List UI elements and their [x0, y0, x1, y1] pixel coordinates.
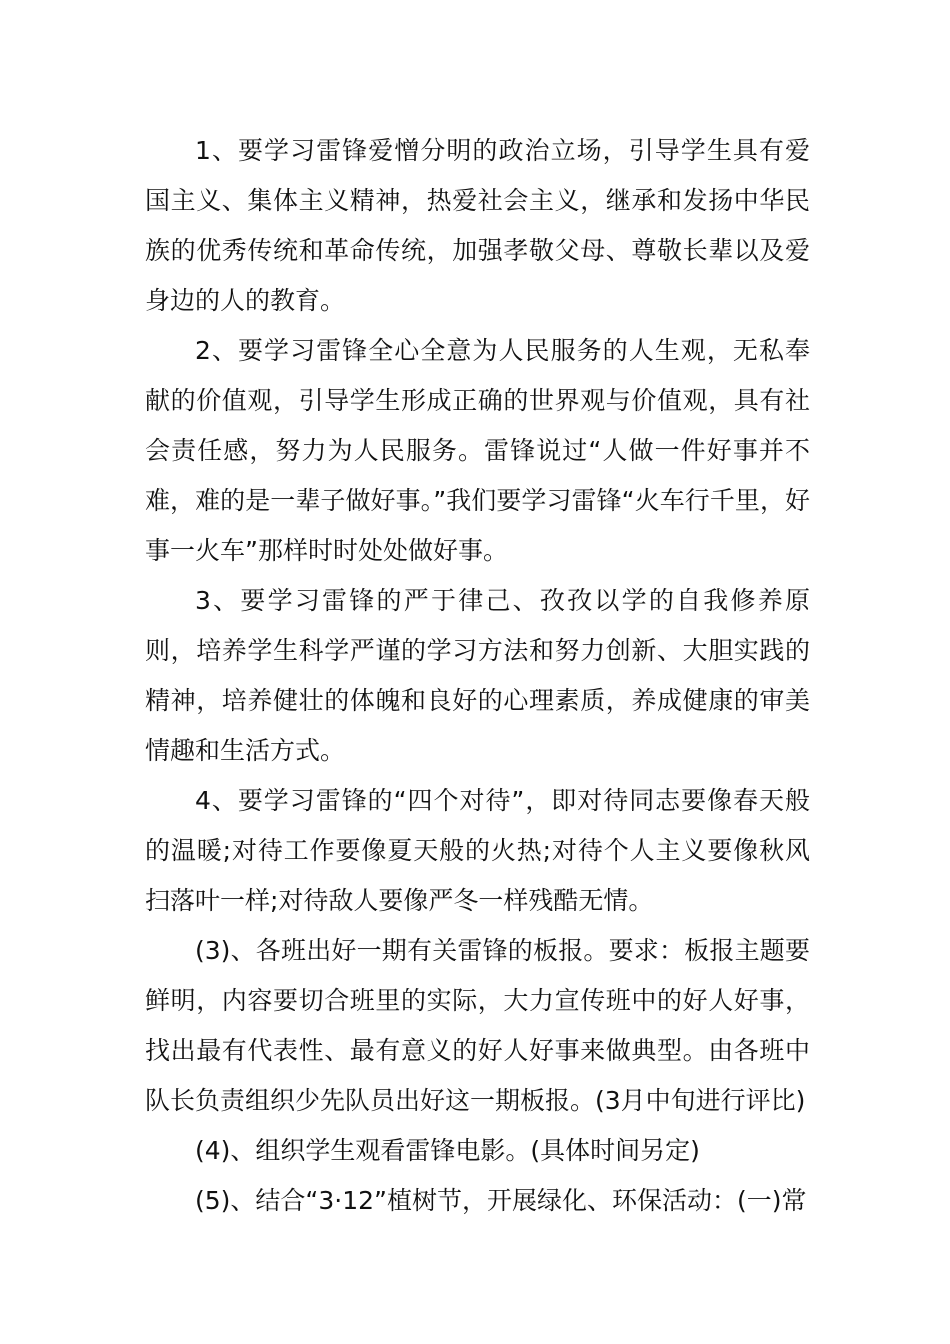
paragraph-6: (4)、组织学生观看雷锋电影。(具体时间另定)	[195, 1136, 700, 1165]
paragraph-3: 3、要学习雷锋的严于律己、孜孜以学的自我修养原则，培养学生科学严谨的学习方法和努力创新、大胆实践的精神，培养健壮的体魄和良好的心理素质，养成健康的审美情趣和生活方式。	[145, 586, 810, 765]
paragraph-1: 1、要学习雷锋爱憎分明的政治立场，引导学生具有爱国主义、集体主义精神，热爱社会主义，继承和发扬中华民族的优秀传统和革命传统，加强孝敬父母、尊敬长辈以及爱身边的人的教育。	[145, 136, 810, 315]
paragraph-2: 2、要学习雷锋全心全意为人民服务的人生观，无私奉献的价值观，引导学生形成正确的世界观与价值观，具有社会责任感，努力为人民服务。雷锋说过“人做一件好事并不难，难的是一辈子做好事。”我们要学习雷锋“火车行千里，好事一火车”那样时时处处做好事。	[145, 336, 810, 565]
paragraph-4: 4、要学习雷锋的“四个对待”，即对待同志要像春天般的温暖;对待工作要像夏天般的火热;对待个人主义要像秋风扫落叶一样;对待敌人要像严冬一样残酷无情。	[145, 786, 810, 915]
paragraph-5: (3)、各班出好一期有关雷锋的板报。要求：板报主题要鲜明，内容要切合班里的实际，大力宣传班中的好人好事，找出最有代表性、最有意义的好人好事来做典型。由各班中队长负责组织少先队员出好这一期板报。(3月中旬进行评比)	[145, 936, 810, 1115]
paragraph-7: (5)、结合“3·12”植树节，开展绿化、环保活动：(一)常	[195, 1186, 807, 1215]
document-body	[145, 126, 810, 1226]
